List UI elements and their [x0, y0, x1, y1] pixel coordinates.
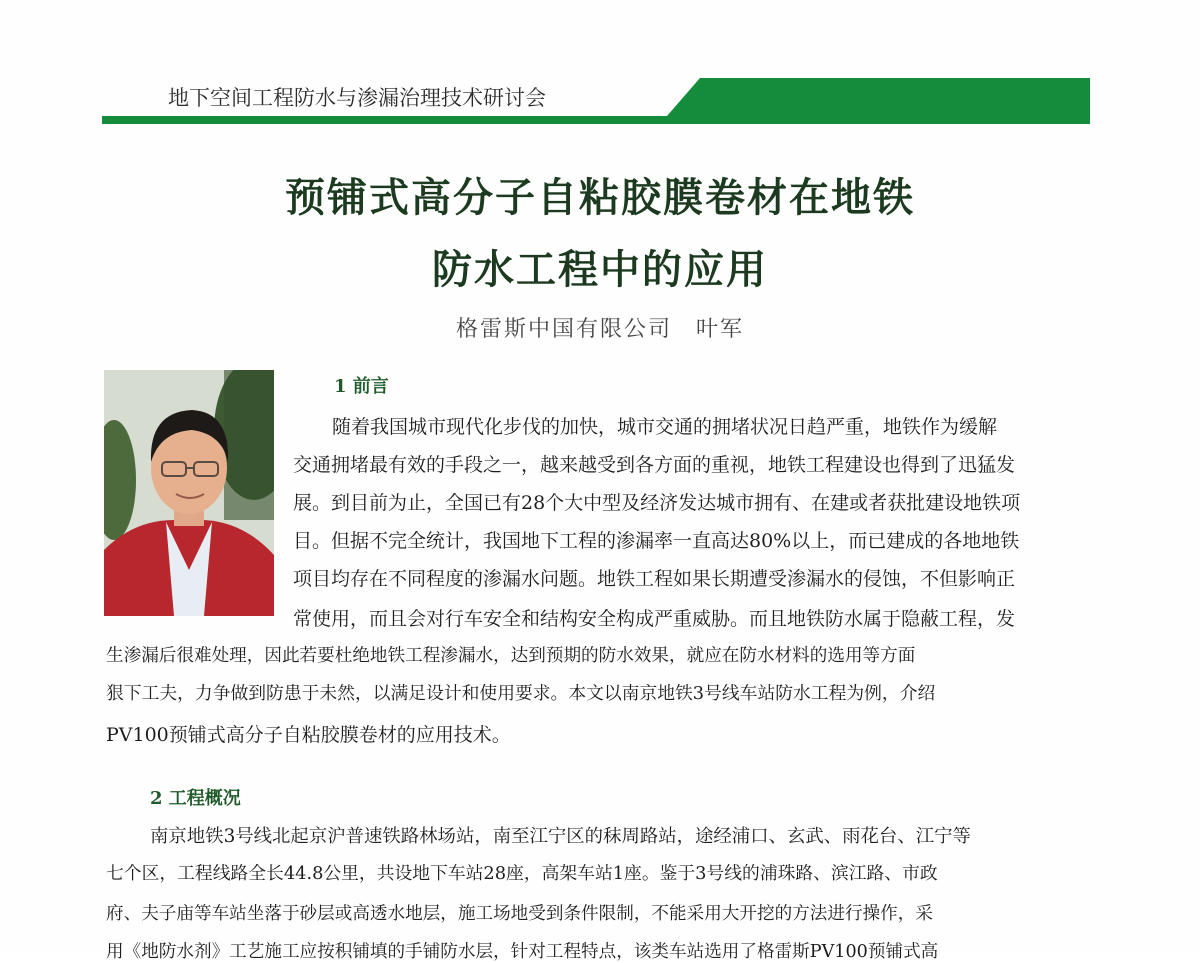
section-heading: 1 前言 — [334, 376, 389, 397]
conference-name: 地下空间工程防水与渗漏治理技术研讨会 — [168, 86, 546, 110]
paragraph-line: 常使用，而且会对行车安全和结构安全构成严重威胁。而且地铁防水属于隐蔽工程，发 — [293, 608, 1016, 630]
paragraph-line: 府、夫子庙等车站坐落于砂层或高透水地层，施工场地受到条件限制，不能采用大开挖的方法进行操作，采 — [106, 904, 933, 924]
paragraph-line: 随着我国城市现代化步伐的加快，城市交通的拥堵状况日趋严重，地铁作为缓解 — [332, 416, 998, 438]
author-line: 格雷斯中国有限公司 叶军 — [455, 317, 744, 342]
paragraph-line: 七个区，工程线路全长44.8公里，共设地下车站28座，高架车站1座。鉴于3号线的浦珠路、滨江路、市政 — [106, 863, 938, 884]
paragraph-line: 狠下工夫，力争做到防患于未然，以满足设计和使用要求。本文以南京地铁3号线车站防水工程为例，介绍 — [106, 683, 936, 704]
paragraph-line: PV100预铺式高分子自粘胶膜卷材的应用技术。 — [106, 724, 511, 746]
paragraph-line: 交通拥堵最有效的手段之一，越来越受到各方面的重视，地铁工程建设也得到了迅猛发 — [293, 454, 1016, 476]
paragraph-line: 用《地防水剂》工艺施工应按积铺填的手铺防水层，针对工程特点，该类车站选用了格雷斯PV100预铺式高 — [106, 942, 939, 962]
section-heading: 2 工程概况 — [150, 788, 241, 809]
paragraph-line: 目。但据不完全统计，我国地下工程的渗漏率一直高达80%以上，而已建成的各地地铁 — [293, 530, 1020, 552]
paragraph-line: 展。到目前为止，全国已有28个大中型及经济发达城市拥有、在建或者获批建设地铁项 — [293, 492, 1021, 514]
paragraph-line: 南京地铁3号线北起京沪普速铁路林场站，南至江宁区的秣周路站，途经浦口、玄武、雨花台、江宁等 — [150, 826, 971, 847]
author-photo — [104, 370, 274, 616]
paper-title-line-1: 预铺式高分子自粘胶膜卷材在地铁 — [285, 174, 915, 221]
paper-title-line-2: 防水工程中的应用 — [432, 246, 768, 293]
paragraph-line: 生渗漏后很难处理，因此若要杜绝地铁工程渗漏水，达到预期的防水效果，就应在防水材料的选用等方面 — [106, 646, 916, 666]
header-banner-line — [102, 116, 1090, 124]
paragraph-line: 项目均存在不同程度的渗漏水问题。地铁工程如果长期遭受渗漏水的侵蚀，不但影响正 — [293, 568, 1016, 590]
